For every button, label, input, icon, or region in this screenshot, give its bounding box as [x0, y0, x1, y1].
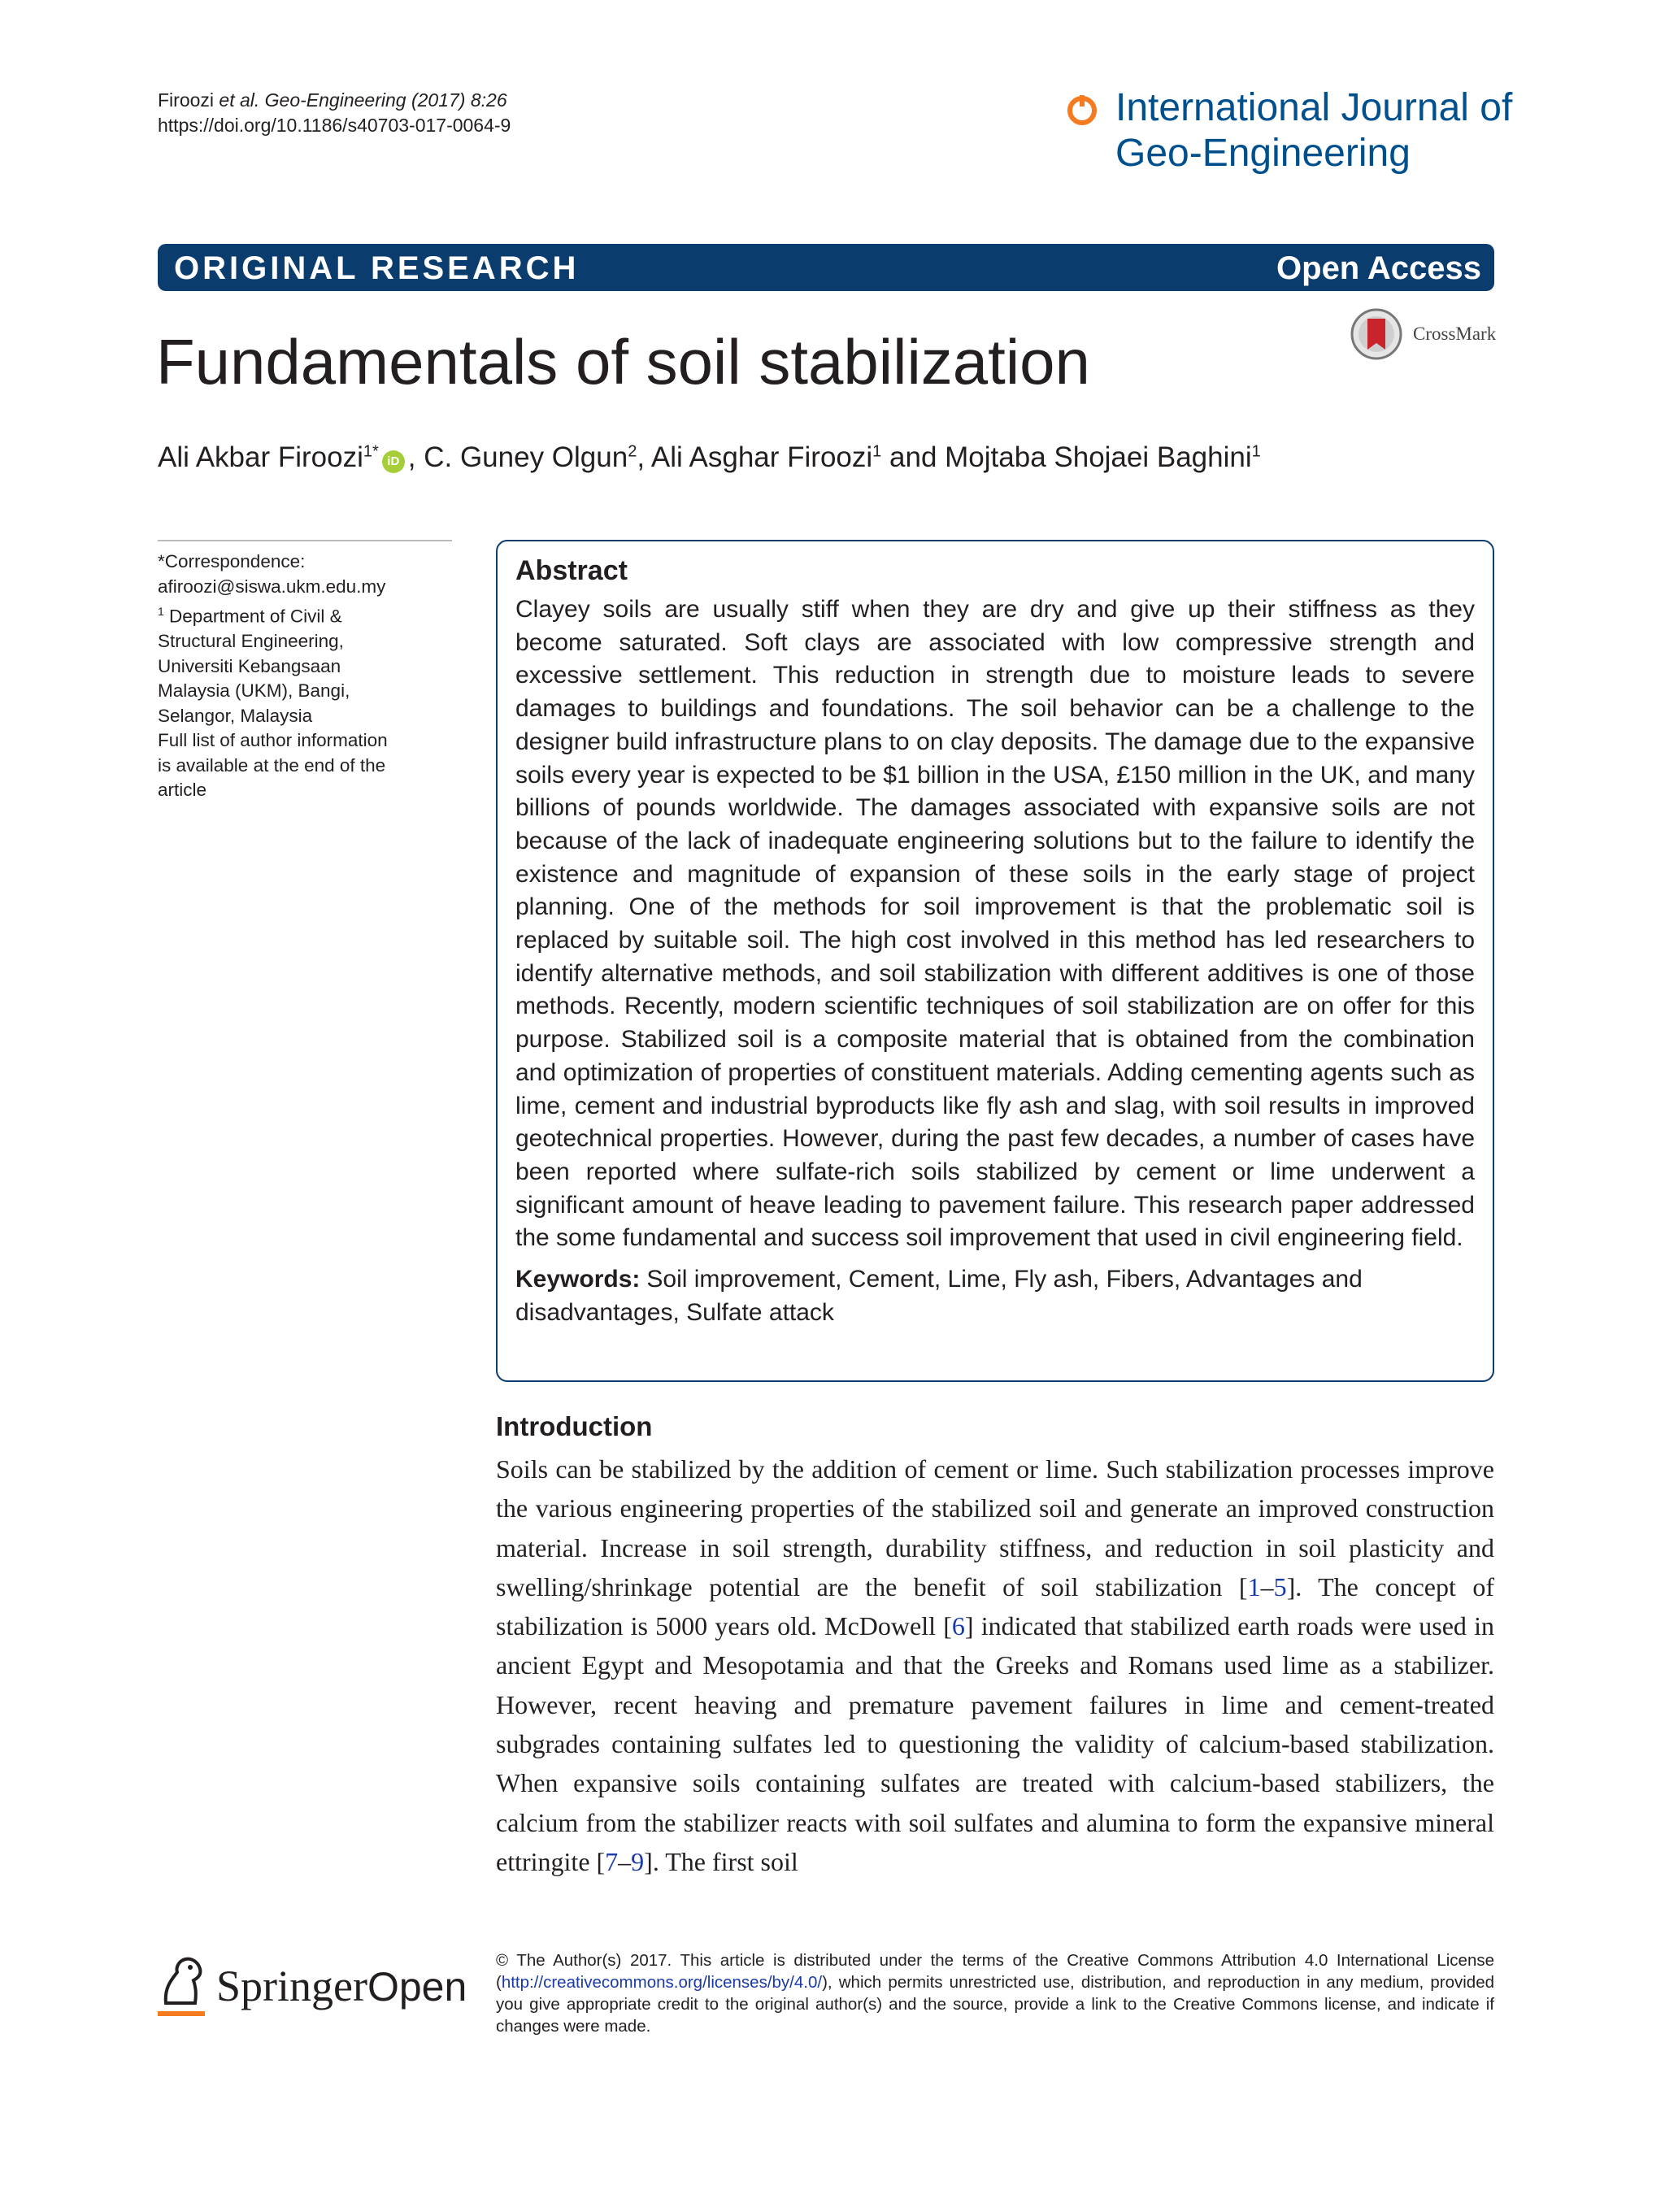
keywords-label: Keywords: — [515, 1266, 641, 1293]
orcid-icon[interactable]: iD — [382, 450, 405, 473]
affiliation-line: Structural Engineering, — [158, 631, 344, 651]
author-1-affil: 1* — [363, 442, 379, 461]
reference-link[interactable]: 7 — [605, 1846, 619, 1876]
correspondence-sidebar — [158, 540, 452, 803]
license-text: © The Author(s) 2017. This article is distributed under the terms of the Creative Commons Attribution 4.0 International License ( — [496, 1951, 1494, 1992]
article-type-label: ORIGINAL RESEARCH — [174, 250, 580, 286]
abstract-box — [496, 540, 1494, 1382]
abstract-body: Clayey soils are usually stiff when they are dry and give up their stiffness as they become saturated. Soft clays are associated with low compressive strength and excessive settlement. This reduction in strength due to moisture leads to severe damages to buildings and foundations. The soil behavior can be a challenge to the designer build infrastructure plans to on clay deposits. The damage due to the expansive soils every year is expected to be $1 billion in the USA, £150 million in the UK, and many billions of pounds worldwide. The damages associated with expansive soils are not because of the lack of inadequate engineering solutions but to the failure to identify the existence and magnitude of expansion of these soils in the early stage of project planning. One of the methods for soil improvement is that the problematic soil is replaced by suitable soil. The high cost involved in this method has led researchers to identify alternative methods, and soil stabilization with different additives is one of those methods. Recently, modern scientific techniques of soil stabilization are on offer for this purpose. Stabilized soil is a composite material that is obtained from the combination and optimization of properties of constituent materials. Adding cementing agents such as lime, cement and industrial byproducts like fly ash and slag, with soil results in improved geotechnical properties. However, during the past few decades, a number of cases have been reported where sulfate-rich soils stabilized by cement or lime underwent a significant amount of heave leading to pavement failure. This research paper addressed the some fundamental and success soil improvement that used in civil engineering field. — [515, 596, 1475, 1252]
springer-wordmark — [216, 1961, 467, 2011]
citation-journal: Geo-Engineering — [259, 89, 406, 111]
citation-etal: et al. — [219, 89, 260, 111]
open-text: Open — [367, 1964, 467, 2010]
affiliation-line: Full list of author information — [158, 730, 388, 750]
abstract-heading: Abstract — [515, 555, 628, 586]
license-text: ), which permits unrestricted use, distribution, and reproduction in any medium, provided you give appropriate credit to the original author(s) and the source, provide a link to the Creative Commons license, and indicate if changes were made. — [496, 1973, 1494, 2036]
intro-text: ] indicated that stabilized earth roads were used in ancient Egypt and Mesopotamia and that the Greeks and Romans used lime as a stabilizer. However, recent heaving and premature pavement failures in lime and cement-treated subgrades containing sulfates led to questioning the validity of calcium-based stabilization. When expansive soils containing sulfates are treated with calcium-based stabilizers, the calcium from the stabilizer reacts with soil sulfates and alumina to form the expansive mineral ettringite [ — [496, 1611, 1495, 1876]
author-3: , Ali Asghar Firoozi — [637, 441, 873, 473]
keywords — [515, 1263, 1475, 1329]
open-access-label: Open Access — [1276, 250, 1481, 286]
journal-name-line2: Geo-Engineering — [1115, 132, 1411, 175]
reference-link[interactable]: 1 — [1247, 1571, 1261, 1601]
affiliation-line: Malaysia (UKM), Bangi, — [158, 680, 350, 701]
springer-text: Springer — [216, 1962, 367, 2010]
affiliation-line: is available at the end of the — [158, 754, 386, 776]
intro-text: – — [1260, 1571, 1274, 1601]
affiliation-line — [158, 599, 452, 629]
article-title: Fundamentals of soil stabilization — [156, 326, 1090, 398]
correspondence-email[interactable]: afiroozi@siswa.ukm.edu.my — [158, 576, 386, 597]
introduction-heading: Introduction — [496, 1411, 653, 1441]
journal-name — [1115, 85, 1512, 176]
crossmark-badge[interactable] — [1350, 307, 1496, 361]
affiliation-line: Selangor, Malaysia — [158, 705, 313, 726]
license-notice — [496, 1949, 1494, 2037]
crossmark-label: CrossMark — [1413, 324, 1497, 344]
correspondence-label: *Correspondence: — [158, 551, 306, 571]
journal-logo-icon — [1067, 95, 1098, 126]
author-2: , C. Guney Olgun — [407, 441, 628, 473]
affiliation-line: article — [158, 780, 207, 800]
author-1: Ali Akbar Firoozi — [158, 441, 363, 473]
citation-line — [158, 88, 511, 113]
affiliation-line: Universiti Kebangsaan — [158, 655, 341, 676]
springer-accent-bar — [158, 2011, 205, 2016]
journal-name-line1: International Journal of — [1115, 86, 1513, 129]
introduction-body — [496, 1449, 1494, 1881]
doi-link[interactable]: https://doi.org/10.1186/s40703-017-0064-9 — [158, 115, 511, 136]
author-4: and Mojtaba Shojaei Baghini — [881, 441, 1252, 473]
affiliation-text: Department of Civil & — [163, 606, 342, 627]
crossmark-icon — [1350, 307, 1406, 361]
reference-link[interactable]: 9 — [631, 1846, 645, 1876]
citation-block — [158, 88, 511, 138]
intro-text: – — [618, 1846, 632, 1876]
reference-link[interactable]: 5 — [1273, 1571, 1287, 1601]
reference-link[interactable]: 6 — [951, 1611, 965, 1641]
intro-text: ]. The concept of stabilization is 5000 years old. McDowell [ — [496, 1571, 1495, 1641]
springer-open-logo — [158, 1951, 467, 2024]
author-3-affil: 1 — [872, 442, 882, 461]
article-type-banner — [158, 244, 1494, 291]
license-url[interactable]: http://creativecommons.org/licenses/by/4.0/ — [501, 1973, 823, 1992]
author-4-affil: 1 — [1251, 442, 1261, 461]
springer-horse-icon — [158, 1954, 208, 2011]
author-list — [158, 437, 1261, 478]
intro-text: Soils can be stabilized by the addition of cement or lime. Such stabilization processes improve the various engineering properties of the stabilized soil and generate an improved construction material. Increase in soil strength, durability stiffness, and reduction in soil plasticity and swelling/shrinkage potential are the benefit of soil stabilization [ — [496, 1454, 1494, 1601]
author-2-affil: 2 — [628, 442, 637, 461]
citation-author: Firoozi — [158, 89, 220, 111]
intro-text: ]. The first soil — [644, 1846, 798, 1876]
citation-year: (2017) 8:26 — [406, 89, 507, 111]
affiliation-sup: 1 — [158, 605, 164, 618]
keywords-list: Soil improvement, Cement, Lime, Fly ash, Fibers, Advantages and disadvantages, Sulfate attack — [515, 1266, 1363, 1326]
